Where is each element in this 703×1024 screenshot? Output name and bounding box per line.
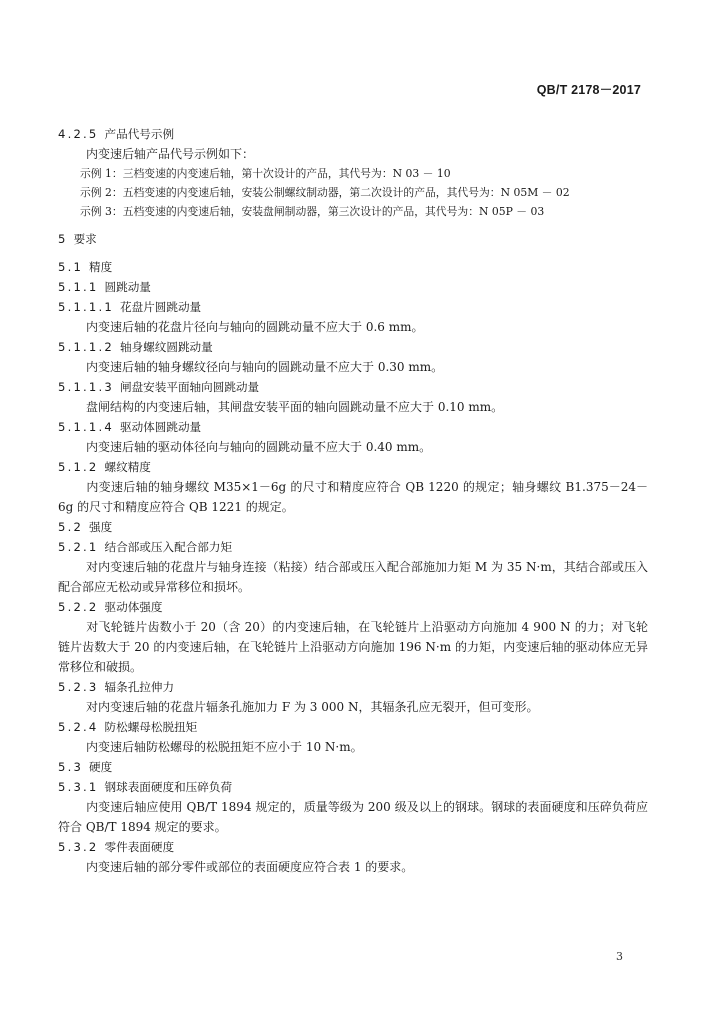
section-heading-5-2-3: 5.2.3 辐条孔拉伸力 <box>58 680 175 694</box>
document-body <box>58 124 648 877</box>
section-heading-5-1-1-4: 5.1.1.4 驱动体圆跳动量 <box>58 420 202 434</box>
paragraph: 内变速后轴的部分零件或部位的表面硬度应符合表 1 的要求。 <box>86 860 414 874</box>
standard-code: QB/T 2178－2017 <box>536 83 641 97</box>
section-heading-5-1-1-3: 5.1.1.3 闸盘安装平面轴向圆跳动量 <box>58 380 260 394</box>
section-heading-5-1: 5.1 精度 <box>58 260 113 274</box>
example-3: 示例 3：五档变速的内变速后轴，安装盘闸制动器，第三次设计的产品，其代号为：N 05P － 03 <box>80 205 545 218</box>
paragraph: 内变速后轴防松螺母的松脱扭矩不应小于 10 N·m。 <box>86 740 363 754</box>
section-heading-5-3-1: 5.3.1 钢球表面硬度和压碎负荷 <box>58 780 233 794</box>
section-heading-4-2-5: 4.2.5 产品代号示例 <box>58 127 175 141</box>
paragraph: 内变速后轴产品代号示例如下： <box>86 147 255 161</box>
section-heading-5-2-1: 5.2.1 结合部或压入配合部力矩 <box>58 540 233 554</box>
section-heading-5-2-2: 5.2.2 驱动体强度 <box>58 600 163 614</box>
section-heading-5: 5 要求 <box>58 232 97 246</box>
paragraph: 对内变速后轴的花盘片辐条孔施加力 F 为 3 000 N，其辐条孔应无裂开，但可变形。 <box>86 700 539 714</box>
section-heading-5-2: 5.2 强度 <box>58 520 113 534</box>
page-number: 3 <box>616 950 623 963</box>
paragraph: 内变速后轴的驱动体径向与轴向的圆跳动量不应大于 0.40 mm。 <box>86 440 432 454</box>
section-heading-5-1-1: 5.1.1 圆跳动量 <box>58 280 151 294</box>
section-heading-5-1-1-1: 5.1.1.1 花盘片圆跳动量 <box>58 300 202 314</box>
paragraph: 盘闸结构的内变速后轴，其闸盘安装平面的轴向圆跳动量不应大于 0.10 mm。 <box>86 400 504 414</box>
example-2: 示例 2：五档变速的内变速后轴，安装公制螺纹制动器，第二次设计的产品，其代号为：N 05M － 02 <box>80 186 570 199</box>
example-1: 示例 1：三档变速的内变速后轴，第十次设计的产品，其代号为：N 03 － 10 <box>80 167 451 180</box>
paragraph-wrapped: 内变速后轴应使用 QB/T 1894 规定的，质量等级为 200 级及以上的钢球。钢球的表面硬度和压碎负荷应符合 QB/T 1894 规定的要求。 <box>58 800 648 834</box>
section-heading-5-3: 5.3 硬度 <box>58 760 113 774</box>
section-heading-5-1-2: 5.1.2 螺纹精度 <box>58 460 151 474</box>
section-heading-5-3-2: 5.3.2 零件表面硬度 <box>58 840 175 854</box>
section-heading-5-1-1-2: 5.1.1.2 轴身螺纹圆跳动量 <box>58 340 213 354</box>
paragraph-wrapped: 对飞轮链片齿数小于 20（含 20）的内变速后轴，在飞轮链片上沿驱动方向施加 4 900 N 的力；对飞轮链片齿数大于 20 的内变速后轴，在飞轮链片上沿驱动方向施加 196 N·m 的力矩，内变速后轴的驱动体应无异常移位和破损。 <box>58 620 648 674</box>
paragraph-wrapped: 对内变速后轴的花盘片与轴身连接（粘接）结合部或压入配合部施加力矩 M 为 35 N·m，其结合部或压入配合部应无松动或异常移位和损坏。 <box>58 560 648 594</box>
section-heading-5-2-4: 5.2.4 防松螺母松脱扭矩 <box>58 720 198 734</box>
paragraph-wrapped: 内变速后轴的轴身螺纹 M35×1－6g 的尺寸和精度应符合 QB 1220 的规定；轴身螺纹 B1.375－24－6g 的尺寸和精度应符合 QB 1221 的规定。 <box>58 480 648 514</box>
paragraph: 内变速后轴的花盘片径向与轴向的圆跳动量不应大于 0.6 mm。 <box>86 320 424 334</box>
paragraph: 内变速后轴的轴身螺纹径向与轴向的圆跳动量不应大于 0.30 mm。 <box>86 360 444 374</box>
